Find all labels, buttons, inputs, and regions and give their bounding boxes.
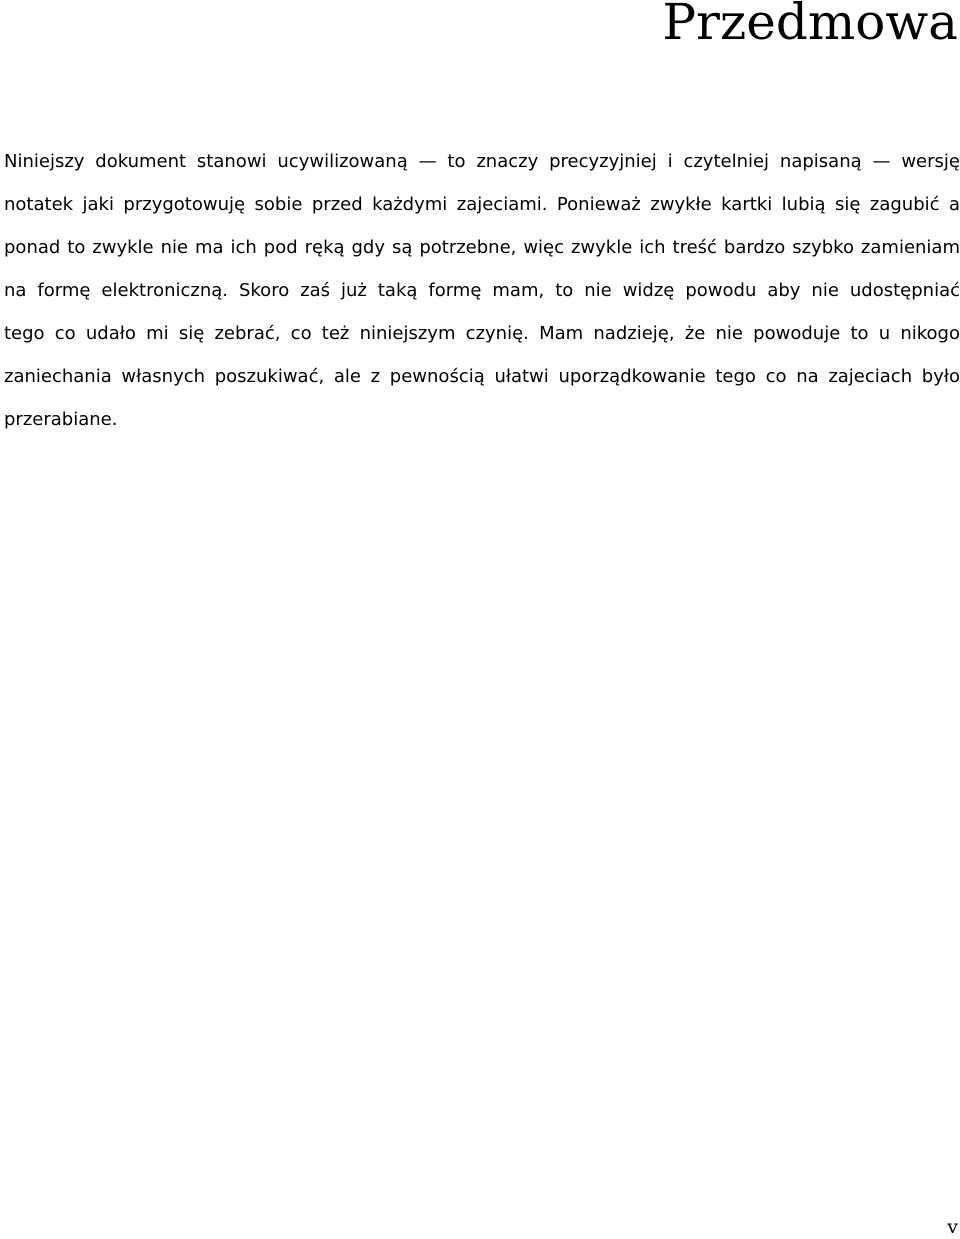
page-number: v (947, 1216, 958, 1238)
paragraph-line: zaniechania własnych poszukiwać, ale z pewnością ułatwi uporządkowanie tego co na zajeciach było (4, 366, 960, 387)
paragraph-line: notatek jaki przygotowuję sobie przed każdymi zajeciami. Ponieważ zwykłe kartki lubią się zagubić a (4, 194, 960, 215)
paragraph-line: tego co udało mi się zebrać, co też niniejszym czynię. Mam nadzieję, że nie powoduje to u nikogo (4, 323, 960, 344)
paragraph-line: Niniejszy dokument stanowi ucywilizowaną — to znaczy precyzyjniej i czytelniej napisaną — wersję (4, 151, 960, 172)
paragraph-line: przerabiane. (4, 409, 118, 430)
paragraph-line: ponad to zwykle nie ma ich pod ręką gdy są potrzebne, więc zwykle ich treść bardzo szybko zamieniam (4, 237, 960, 258)
preface-paragraph (4, 140, 960, 441)
chapter-title: Przedmowa (662, 0, 958, 51)
paragraph-line: na formę elektroniczną. Skoro zaś już taką formę mam, to nie widzę powodu aby nie udostępniać (4, 280, 960, 301)
